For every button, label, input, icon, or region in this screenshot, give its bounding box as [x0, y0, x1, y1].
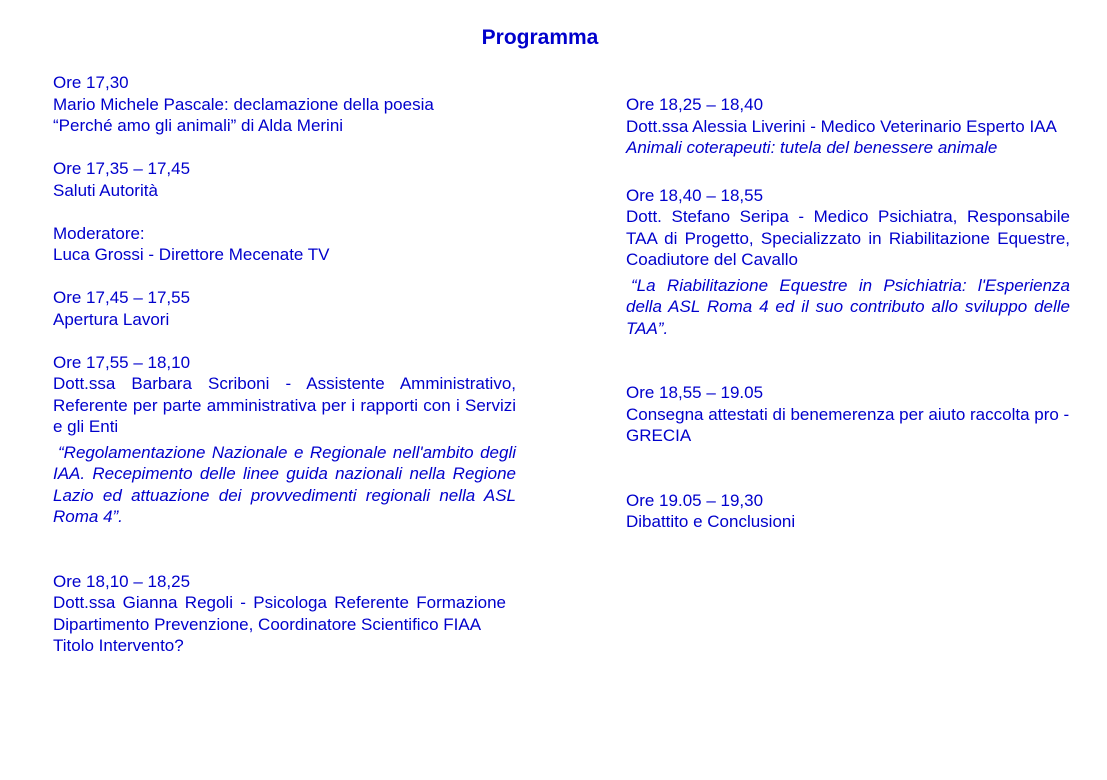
program-entry [626, 94, 1070, 159]
entry-text: “Perché amo gli animali” di Alda Merini [53, 116, 344, 135]
program-entry [53, 571, 506, 657]
entry-text: Saluti Autorità [53, 180, 158, 200]
entry-speaker: Consegna attestati di benemerenza per aiuto raccolta pro - GRECIA [626, 404, 1070, 445]
entry-talk-title: “La Riabilitazione Equestre in Psichiatria: l'Esperienza della ASL Roma 4 ed il suo contributo allo sviluppo delle TAA”. [626, 275, 1070, 338]
moderator-label: Moderatore: [53, 223, 145, 243]
entry-time: Ore 18,55 – 19.05 [626, 383, 764, 402]
entry-text: Apertura Lavori [53, 309, 170, 329]
program-entry [53, 72, 516, 137]
entry-talk-title: Titolo Intervento? [53, 636, 184, 655]
entry-time: Ore 17,55 – 18,10 [53, 352, 191, 372]
right-column [626, 94, 1070, 533]
program-entry [626, 185, 1070, 340]
program-entry [626, 382, 1070, 447]
entry-time: Ore 18,10 – 18,25 [53, 571, 191, 591]
entry-time: Ore 19.05 – 19,30 [626, 490, 764, 510]
entry-text: Mario Michele Pascale: declamazione della poesia [53, 94, 434, 114]
entry-time: Ore 17,35 – 17,45 [53, 159, 191, 178]
entry-time: Ore 18,40 – 18,55 [626, 185, 764, 205]
program-entry [53, 158, 516, 201]
entry-speaker: Dibattito e Conclusioni [626, 512, 796, 531]
entry-talk-title: “Regolamentazione Nazionale e Regionale nell'ambito degli IAA. Recepimento delle linee guida nazionali nella Regione Lazio ed attuazione dei provvedimenti regionali nella ASL Roma 4”. [53, 442, 516, 526]
left-column [53, 72, 516, 657]
program-entry [626, 490, 1070, 533]
entry-time: Ore 17,30 [53, 73, 129, 92]
entry-time: Ore 17,45 – 17,55 [53, 288, 191, 307]
program-entry [53, 287, 516, 330]
entry-talk-title: Animali coterapeuti: tutela del benessere animale [626, 138, 998, 157]
entry-time: Ore 18,25 – 18,40 [626, 95, 764, 114]
entry-speaker: Dott. Stefano Seripa - Medico Psichiatra, Responsabile TAA di Progetto, Specializzato in Riabilitazione Equestre, Coadiutore del Cavallo [626, 207, 1070, 269]
page-title: Programma [481, 26, 599, 49]
program-entry [53, 352, 516, 528]
program-entry [53, 223, 516, 266]
entry-text: Luca Grossi - Direttore Mecenate TV [53, 245, 330, 264]
entry-speaker: Dott.ssa Alessia Liverini - Medico Veterinario Esperto IAA [626, 116, 1057, 136]
entry-speaker: Dott.ssa Gianna Regoli - Psicologa Referente Formazione Dipartimento Prevenzione, Coordinatore Scientifico FIAA [53, 593, 506, 634]
entry-speaker: Dott.ssa Barbara Scriboni - Assistente Amministrativo, Referente per parte amministrativa per i rapporti con i Servizi e gli Enti [53, 374, 516, 436]
